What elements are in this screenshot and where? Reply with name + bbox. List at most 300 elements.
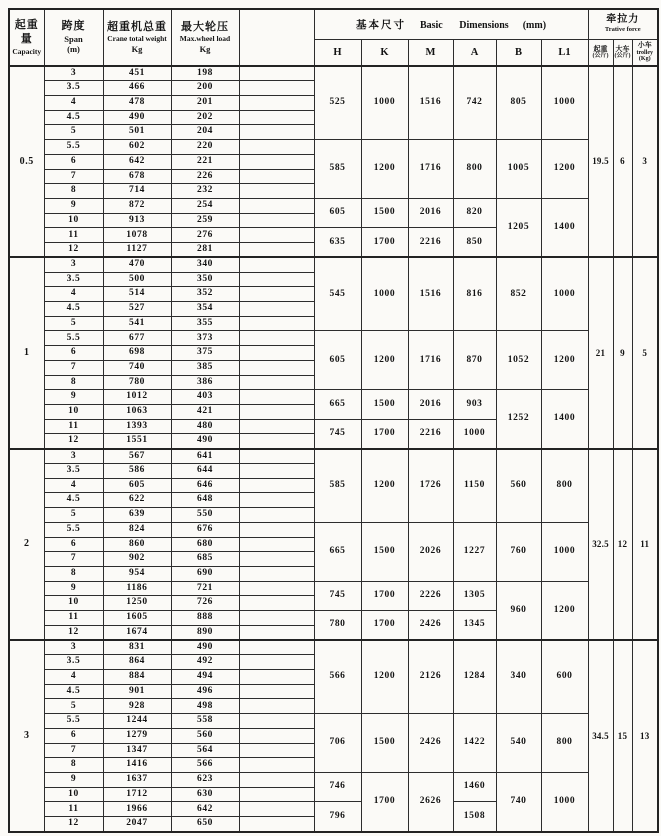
wheel-cell: 494 [171,669,239,684]
weight-cell: 1551 [103,434,171,449]
dim-M-cell: 2026 [408,522,453,581]
blank-cell [239,787,314,802]
weight-cell: 1416 [103,758,171,773]
weight-cell: 639 [103,508,171,523]
wheel-cell: 726 [171,596,239,611]
blank-cell [239,81,314,96]
header-col-H: H [314,39,361,66]
table-body [9,66,658,832]
blank-cell [239,110,314,125]
dim-A-cell: 1345 [453,611,496,640]
table-row [9,449,658,464]
weight-cell: 1186 [103,581,171,596]
span-cell: 10 [44,213,103,228]
tractive-trolley-cell: 11 [632,449,658,640]
blank-cell [239,346,314,361]
blank-cell [239,773,314,788]
dim-B-cell: 540 [496,714,541,773]
wheel-cell: 558 [171,714,239,729]
dim-K-cell: 1500 [361,390,408,419]
blank-cell [239,611,314,626]
weight-cell: 780 [103,375,171,390]
wheel-cell: 560 [171,728,239,743]
weight-cell: 1674 [103,625,171,640]
dim-H-cell: 566 [314,640,361,714]
dim-A-cell: 1305 [453,581,496,610]
span-cell: 7 [44,360,103,375]
span-cell: 3.5 [44,272,103,287]
weight-cell: 1250 [103,596,171,611]
header-crane-weight-unit: Kg [131,43,143,54]
weight-cell: 1605 [103,611,171,626]
wheel-cell: 254 [171,198,239,213]
blank-cell [239,802,314,817]
blank-cell [239,537,314,552]
wheel-cell: 221 [171,154,239,169]
blank-cell [239,95,314,110]
span-cell: 11 [44,611,103,626]
span-cell: 5.5 [44,140,103,155]
span-cell: 3.5 [44,81,103,96]
dim-M-cell: 2226 [408,581,453,610]
wheel-cell: 564 [171,743,239,758]
wheel-cell: 566 [171,758,239,773]
wheel-cell: 646 [171,478,239,493]
weight-cell: 602 [103,140,171,155]
span-cell: 8 [44,758,103,773]
header-wheel-load [171,9,239,66]
tractive-hoist-cell: 32.5 [588,449,613,640]
weight-cell: 451 [103,66,171,81]
span-cell: 8 [44,566,103,581]
crane-spec-table [8,8,659,833]
blank-cell [239,728,314,743]
blank-cell [239,493,314,508]
dim-M-cell: 1516 [408,66,453,140]
blank-cell [239,213,314,228]
blank-cell [239,302,314,317]
span-cell: 6 [44,346,103,361]
dim-A-cell: 1460 [453,773,496,802]
dim-H-cell: 635 [314,228,361,257]
weight-cell: 501 [103,125,171,140]
weight-cell: 1347 [103,743,171,758]
dim-K-cell: 1200 [361,331,408,390]
header-col-crane-travel-zh: 大车 [615,44,630,53]
weight-cell: 541 [103,316,171,331]
blank-cell [239,331,314,346]
weight-cell: 1393 [103,419,171,434]
blank-cell [239,154,314,169]
header-span-unit: (m) [67,44,80,55]
dim-M-cell: 2626 [408,773,453,833]
span-cell: 3.5 [44,655,103,670]
blank-cell [239,375,314,390]
header-capacity-en: Capacity [12,46,42,56]
header-capacity [9,9,44,66]
dim-L1-cell: 1000 [541,257,588,331]
header-col-K: K [361,39,408,66]
wheel-cell: 350 [171,272,239,287]
dim-K-cell: 1000 [361,257,408,331]
wheel-cell: 550 [171,508,239,523]
dim-A-cell: 1508 [453,802,496,832]
blank-cell [239,449,314,464]
table-row [9,640,658,655]
table-row [9,522,658,537]
weight-cell: 901 [103,684,171,699]
weight-cell: 490 [103,110,171,125]
dim-M-cell: 1716 [408,331,453,390]
weight-cell: 1966 [103,802,171,817]
weight-cell: 884 [103,669,171,684]
wheel-cell: 492 [171,655,239,670]
dim-K-cell: 1700 [361,228,408,257]
dim-L1-cell: 1400 [541,198,588,257]
weight-cell: 1078 [103,228,171,243]
span-cell: 4 [44,669,103,684]
header-col-crane-travel-unit: (公斤) [614,52,631,59]
wheel-cell: 386 [171,375,239,390]
dim-A-cell: 800 [453,140,496,199]
wheel-cell: 641 [171,449,239,464]
wheel-cell: 202 [171,110,239,125]
weight-cell: 913 [103,213,171,228]
blank-cell [239,360,314,375]
span-cell: 4 [44,287,103,302]
capacity-cell: 0.5 [9,66,44,257]
dim-M-cell: 2126 [408,640,453,714]
wheel-cell: 281 [171,243,239,258]
wheel-cell: 354 [171,302,239,317]
span-cell: 3.5 [44,463,103,478]
dim-H-cell: 745 [314,581,361,610]
table-row [9,66,658,81]
weight-cell: 478 [103,95,171,110]
blank-cell [239,434,314,449]
dim-K-cell: 1700 [361,773,408,833]
blank-cell [239,198,314,213]
header-col-trolley-zh: 小车 [637,41,652,50]
span-cell: 9 [44,198,103,213]
span-cell: 12 [44,434,103,449]
weight-cell: 714 [103,184,171,199]
dim-H-cell: 665 [314,390,361,419]
blank-cell [239,463,314,478]
dim-H-cell: 545 [314,257,361,331]
weight-cell: 928 [103,699,171,714]
weight-cell: 831 [103,640,171,655]
span-cell: 5 [44,508,103,523]
weight-cell: 1012 [103,390,171,405]
dim-A-cell: 850 [453,228,496,257]
header-wheel-load-unit: Kg [199,43,211,54]
wheel-cell: 352 [171,287,239,302]
blank-cell [239,625,314,640]
dim-A-cell: 1150 [453,449,496,523]
wheel-cell: 276 [171,228,239,243]
wheel-cell: 644 [171,463,239,478]
dim-B-cell: 805 [496,66,541,140]
wheel-cell: 201 [171,95,239,110]
dim-H-cell: 745 [314,419,361,448]
weight-cell: 740 [103,360,171,375]
blank-cell [239,184,314,199]
dim-K-cell: 1000 [361,66,408,140]
blank-cell [239,566,314,581]
weight-cell: 1127 [103,243,171,258]
wheel-cell: 355 [171,316,239,331]
dim-A-cell: 1000 [453,419,496,448]
header-span [44,9,103,66]
dim-K-cell: 1700 [361,581,408,610]
header-tractive-en: Trative force [604,26,641,34]
header-dims-unit: (mm) [522,20,547,32]
header-col-hoist-zh: 起重 [593,44,608,53]
blank-cell [239,552,314,567]
dim-L1-cell: 1200 [541,140,588,199]
span-cell: 4 [44,95,103,110]
weight-cell: 514 [103,287,171,302]
weight-cell: 527 [103,302,171,317]
dim-M-cell: 2216 [408,419,453,448]
header-span-zh: 跨度 [61,20,86,32]
span-cell: 7 [44,743,103,758]
table-row [9,581,658,596]
wheel-cell: 403 [171,390,239,405]
blank-cell [239,743,314,758]
blank-cell [239,522,314,537]
dim-B-cell: 760 [496,522,541,581]
dim-L1-cell: 1000 [541,522,588,581]
header-col-hoist-unit: (公斤) [592,52,609,59]
dim-L1-cell: 800 [541,714,588,773]
blank-cell [239,66,314,81]
span-cell: 3 [44,66,103,81]
header-col-hoist [588,39,613,66]
weight-cell: 902 [103,552,171,567]
blank-cell [239,714,314,729]
span-cell: 6 [44,728,103,743]
weight-cell: 622 [103,493,171,508]
tractive-crane-travel-cell: 9 [613,257,632,448]
span-cell: 4 [44,478,103,493]
header-capacity-zh: 起重量 [14,19,39,45]
dim-L1-cell: 800 [541,449,588,523]
blank-cell [239,405,314,420]
dim-K-cell: 1700 [361,611,408,640]
span-cell: 6 [44,537,103,552]
blank-cell [239,390,314,405]
dim-B-cell: 340 [496,640,541,714]
span-cell: 8 [44,184,103,199]
dim-A-cell: 1227 [453,522,496,581]
span-cell: 6 [44,154,103,169]
span-cell: 9 [44,581,103,596]
wheel-cell: 204 [171,125,239,140]
span-cell: 8 [44,375,103,390]
span-cell: 10 [44,405,103,420]
table-header [9,9,658,66]
wheel-cell: 648 [171,493,239,508]
header-col-M: M [408,39,453,66]
dim-K-cell: 1200 [361,640,408,714]
dim-M-cell: 2016 [408,198,453,227]
dim-H-cell: 605 [314,198,361,227]
wheel-cell: 480 [171,419,239,434]
dim-A-cell: 1284 [453,640,496,714]
dim-H-cell: 605 [314,331,361,390]
wheel-cell: 650 [171,817,239,832]
dim-H-cell: 706 [314,714,361,773]
weight-cell: 2047 [103,817,171,832]
span-cell: 5.5 [44,331,103,346]
capacity-cell: 3 [9,640,44,832]
weight-cell: 864 [103,655,171,670]
header-span-en: Span [64,33,83,44]
header-crane-weight-en: Crane total weight [107,34,167,44]
span-cell: 4.5 [44,493,103,508]
wheel-cell: 198 [171,66,239,81]
dim-H-cell: 665 [314,522,361,581]
weight-cell: 698 [103,346,171,361]
span-cell: 7 [44,169,103,184]
wheel-cell: 490 [171,434,239,449]
span-cell: 5 [44,125,103,140]
wheel-cell: 721 [171,581,239,596]
wheel-cell: 490 [171,640,239,655]
blank-cell [239,758,314,773]
weight-cell: 954 [103,566,171,581]
dim-M-cell: 2216 [408,228,453,257]
span-cell: 11 [44,802,103,817]
weight-cell: 1712 [103,787,171,802]
tractive-crane-travel-cell: 12 [613,449,632,640]
span-cell: 5 [44,316,103,331]
weight-cell: 605 [103,478,171,493]
tractive-trolley-cell: 3 [632,66,658,257]
dim-B-cell: 1205 [496,198,541,257]
header-col-L1: L1 [541,39,588,66]
dim-K-cell: 1200 [361,140,408,199]
weight-cell: 586 [103,463,171,478]
blank-cell [239,419,314,434]
dim-A-cell: 820 [453,198,496,227]
span-cell: 3 [44,640,103,655]
blank-cell [239,272,314,287]
span-cell: 5.5 [44,522,103,537]
header-col-trolley [632,39,658,66]
blank-cell [239,655,314,670]
wheel-cell: 630 [171,787,239,802]
dim-B-cell: 1052 [496,331,541,390]
header-col-A: A [453,39,496,66]
weight-cell: 677 [103,331,171,346]
blank-cell [239,287,314,302]
dim-B-cell: 1252 [496,390,541,449]
wheel-cell: 690 [171,566,239,581]
span-cell: 5 [44,699,103,714]
header-col-crane-travel [613,39,632,66]
dim-B-cell: 560 [496,449,541,523]
dim-M-cell: 2426 [408,611,453,640]
wheel-cell: 421 [171,405,239,420]
span-cell: 5.5 [44,714,103,729]
header-wheel-load-zh: 最大轮压 [181,20,229,33]
dim-B-cell: 740 [496,773,541,833]
weight-cell: 642 [103,154,171,169]
weight-cell: 466 [103,81,171,96]
span-cell: 4.5 [44,110,103,125]
dim-H-cell: 585 [314,449,361,523]
span-cell: 10 [44,787,103,802]
header-col-B: B [496,39,541,66]
span-cell: 4.5 [44,684,103,699]
blank-cell [239,140,314,155]
tractive-crane-travel-cell: 6 [613,66,632,257]
dim-L1-cell: 1400 [541,390,588,449]
dim-M-cell: 1716 [408,140,453,199]
weight-cell: 860 [103,537,171,552]
dim-K-cell: 1500 [361,714,408,773]
wheel-cell: 340 [171,257,239,272]
table-row [9,198,658,213]
dim-A-cell: 742 [453,66,496,140]
weight-cell: 872 [103,198,171,213]
header-tractive-force [588,9,658,39]
weight-cell: 1063 [103,405,171,420]
dim-L1-cell: 1200 [541,581,588,640]
blank-cell [239,478,314,493]
wheel-cell: 680 [171,537,239,552]
span-cell: 12 [44,817,103,832]
blank-cell [239,640,314,655]
wheel-cell: 375 [171,346,239,361]
blank-cell [239,817,314,832]
span-cell: 11 [44,419,103,434]
tractive-hoist-cell: 19.5 [588,66,613,257]
wheel-cell: 496 [171,684,239,699]
wheel-cell: 685 [171,552,239,567]
dim-B-cell: 1005 [496,140,541,199]
dim-H-cell: 780 [314,611,361,640]
blank-cell [239,316,314,331]
wheel-cell: 890 [171,625,239,640]
table-row [9,331,658,346]
dim-L1-cell: 600 [541,640,588,714]
span-cell: 10 [44,596,103,611]
weight-cell: 1279 [103,728,171,743]
span-cell: 9 [44,773,103,788]
wheel-cell: 220 [171,140,239,155]
wheel-cell: 226 [171,169,239,184]
dim-H-cell: 585 [314,140,361,199]
header-col-trolley-en: trolley [636,49,654,56]
dim-B-cell: 852 [496,257,541,331]
blank-cell [239,669,314,684]
wheel-cell: 200 [171,81,239,96]
table-row [9,714,658,729]
dim-L1-cell: 1000 [541,66,588,140]
blank-cell [239,596,314,611]
header-tractive-zh: 牵拉力 [606,14,640,26]
dim-H-cell: 525 [314,66,361,140]
blank-cell [239,169,314,184]
wheel-cell: 623 [171,773,239,788]
header-col-trolley-unit: (Kg) [638,56,651,63]
span-cell: 3 [44,449,103,464]
dim-A-cell: 903 [453,390,496,419]
